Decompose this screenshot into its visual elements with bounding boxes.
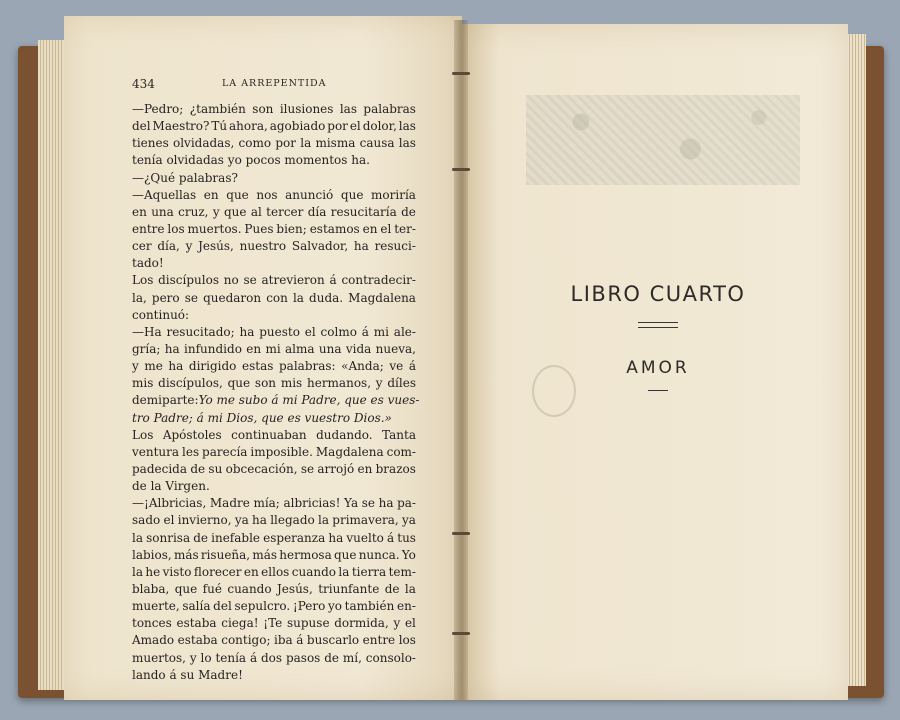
text-word: tro Padre; á mi Dios, que es vuestro Dios.» xyxy=(132,410,392,425)
text-word: infundido xyxy=(184,341,242,356)
text-word: la xyxy=(404,581,416,596)
text-word: Amado xyxy=(132,633,175,648)
text-word: Los xyxy=(132,273,154,288)
text-word: tenía xyxy=(215,650,247,665)
text-word: muertos. xyxy=(187,221,242,236)
text-word: contradecir- xyxy=(341,273,416,288)
text-word: tus xyxy=(397,530,416,545)
text-word: hermosa xyxy=(279,547,332,562)
text-line xyxy=(132,101,416,118)
text-word: sado xyxy=(132,513,161,528)
text-word: cer xyxy=(132,239,152,254)
text-word: se xyxy=(361,496,376,511)
text-word: en xyxy=(246,341,262,356)
binding-stitch xyxy=(452,632,470,635)
text-word: y xyxy=(189,650,197,665)
text-word: ¿también xyxy=(189,102,246,116)
text-word: el xyxy=(404,616,416,631)
text-word: gría; xyxy=(132,341,161,356)
text-word: lo xyxy=(200,650,212,665)
text-word: resucitaría xyxy=(330,204,397,219)
text-word: cruz, xyxy=(178,204,209,219)
text-word: cuando xyxy=(227,581,272,596)
text-word: —Aquellas xyxy=(132,187,197,202)
text-word: Pues xyxy=(244,221,274,236)
binding-stitch xyxy=(452,532,470,535)
text-word: pa- xyxy=(397,496,416,511)
text-word: hermanos, xyxy=(306,376,372,391)
text-word: la xyxy=(132,564,143,579)
text-word: tienes xyxy=(132,136,169,151)
text-word: inefable xyxy=(211,530,261,545)
text-word: puesto xyxy=(259,324,300,339)
text-word: nueva, xyxy=(375,341,416,356)
text-word: ha xyxy=(353,239,369,254)
text-line xyxy=(132,135,416,152)
text-word: Tanta xyxy=(382,427,416,442)
text-word: vuelto xyxy=(346,530,384,545)
text-word: se xyxy=(184,290,198,305)
text-word: los xyxy=(167,221,185,236)
text-word: de xyxy=(384,581,400,596)
text-word: ciega! xyxy=(221,616,259,631)
text-word: mis xyxy=(132,376,154,391)
text-word: á xyxy=(386,530,395,545)
text-word: que xyxy=(333,547,357,562)
text-word: y xyxy=(212,204,220,219)
text-line xyxy=(132,512,416,529)
body-text xyxy=(132,101,420,684)
text-word: ya xyxy=(401,513,416,528)
text-word: dos xyxy=(261,650,283,665)
text-line xyxy=(132,341,416,358)
text-word: que xyxy=(340,187,364,202)
text-word: dirigido xyxy=(188,359,237,374)
text-word: que xyxy=(227,376,251,391)
text-word: la, xyxy=(132,290,147,305)
text-word: bien; xyxy=(276,221,307,236)
text-word: no xyxy=(223,273,239,288)
text-word: buscarlo xyxy=(306,633,360,648)
text-word: lando á su Madre! xyxy=(132,667,243,682)
running-head xyxy=(132,77,422,93)
text-word: se xyxy=(243,273,257,288)
text-word: la xyxy=(300,136,312,151)
text-word: olvidadas, xyxy=(172,136,235,151)
text-line xyxy=(132,530,416,547)
text-word: parte: xyxy=(162,393,199,408)
text-line xyxy=(132,272,416,289)
text-word: tado! xyxy=(132,256,164,271)
text-word: ya xyxy=(234,513,249,528)
text-word: ¡Pero xyxy=(292,599,326,614)
text-word: Ya xyxy=(344,496,359,511)
text-line xyxy=(132,444,416,461)
text-word: ventura xyxy=(132,444,180,459)
text-word: blaba, xyxy=(132,581,170,596)
text-word: los xyxy=(398,633,416,648)
text-word: una xyxy=(151,204,174,219)
text-line xyxy=(132,650,416,667)
text-word: triunfante xyxy=(318,581,380,596)
text-word: que xyxy=(174,581,198,596)
text-word: Apóstoles xyxy=(162,427,222,442)
text-word: mi xyxy=(146,393,163,408)
running-head-title: LA ARREPENTIDA xyxy=(222,78,327,89)
text-word: nuestro xyxy=(239,239,287,254)
text-word: florecer xyxy=(193,564,242,579)
text-word: del xyxy=(213,599,232,614)
text-line xyxy=(132,564,416,581)
text-word: ha xyxy=(328,530,344,545)
text-word: nunca. xyxy=(358,547,400,562)
text-line xyxy=(132,170,416,187)
text-line xyxy=(132,375,416,392)
text-word: llegado xyxy=(270,513,315,528)
text-word: dolor, xyxy=(362,119,397,134)
text-word: más xyxy=(252,547,278,562)
text-word: ha xyxy=(164,341,180,356)
text-word: supuse xyxy=(286,616,330,631)
text-word: palabras: xyxy=(278,359,336,374)
text-word: se xyxy=(300,461,315,476)
text-word: Tú xyxy=(211,119,228,134)
show-through-initial xyxy=(532,365,576,417)
text-word: son xyxy=(254,376,277,391)
text-word: mía; xyxy=(253,496,280,511)
text-word: de xyxy=(190,461,206,476)
text-word: ha xyxy=(378,496,394,511)
text-word: palabras xyxy=(363,102,416,116)
text-word: iba xyxy=(274,633,293,648)
text-word: como xyxy=(238,136,272,151)
text-word: colmo xyxy=(320,324,357,339)
text-word: entre xyxy=(132,221,165,236)
text-word: ve xyxy=(389,359,404,374)
decorative-headpiece xyxy=(526,95,800,185)
binding-stitch xyxy=(452,72,470,75)
section-title: AMOR xyxy=(626,358,690,378)
text-word: á xyxy=(296,633,304,648)
text-line xyxy=(132,478,416,495)
text-line xyxy=(132,461,416,478)
text-line xyxy=(132,255,416,272)
text-word: y xyxy=(393,616,401,631)
text-word: ahora, xyxy=(229,119,268,134)
text-line xyxy=(132,632,416,649)
text-line xyxy=(132,547,416,564)
text-word: al xyxy=(250,204,262,219)
text-word: —¿Qué palabras? xyxy=(132,170,238,185)
text-line xyxy=(132,598,416,615)
text-word: Salvador, xyxy=(291,239,349,254)
text-word: risueña, xyxy=(200,547,251,562)
text-word: la xyxy=(292,290,304,305)
text-line xyxy=(132,290,416,307)
text-word: día, xyxy=(157,239,180,254)
text-line xyxy=(132,221,416,238)
text-word: com- xyxy=(386,444,416,459)
text-word: muerte, xyxy=(132,599,180,614)
text-word: estamos xyxy=(309,221,360,236)
text-word: de la Virgen. xyxy=(132,479,210,494)
text-word: resucitado; xyxy=(166,324,235,339)
text-line xyxy=(132,410,416,427)
text-word: —Ha xyxy=(132,324,162,339)
text-word: me xyxy=(144,359,163,374)
text-word: á xyxy=(329,273,337,288)
text-line xyxy=(132,204,416,221)
text-word: albricias! xyxy=(283,496,341,511)
text-line xyxy=(132,307,416,324)
text-word: «Anda; xyxy=(341,359,384,374)
text-line xyxy=(132,324,416,341)
text-word: invierno, xyxy=(177,513,232,528)
text-word: yo xyxy=(327,599,342,614)
text-word: Los xyxy=(132,427,154,442)
text-word: de xyxy=(132,393,147,408)
text-word: á xyxy=(408,359,416,374)
text-word: una xyxy=(318,341,342,356)
text-word: díles xyxy=(387,376,416,391)
text-word: el xyxy=(304,324,316,339)
text-word: de xyxy=(324,650,340,665)
text-word: y xyxy=(132,359,139,374)
text-word: consolo- xyxy=(365,650,416,665)
text-word: discípulos xyxy=(158,273,219,288)
text-word: y xyxy=(375,376,383,391)
text-word: la xyxy=(132,530,143,545)
text-word: ale- xyxy=(393,324,416,339)
text-word: alma xyxy=(285,341,315,356)
text-line xyxy=(132,615,416,632)
text-word: en xyxy=(132,204,147,219)
text-word: las xyxy=(398,119,416,134)
text-word: salía xyxy=(182,599,211,614)
text-word: tercer xyxy=(266,204,304,219)
text-word: que xyxy=(223,204,247,219)
text-word: mi xyxy=(265,341,281,356)
text-word: dudando. xyxy=(316,427,373,442)
text-word: de xyxy=(401,204,416,219)
text-word: labios, xyxy=(132,547,172,562)
text-word: el xyxy=(380,221,392,236)
text-word: —¡Albricias, xyxy=(132,496,207,511)
text-word: —Pedro; xyxy=(132,102,184,116)
text-word: por xyxy=(327,119,348,134)
text-word: en- xyxy=(397,599,416,614)
text-line xyxy=(132,238,416,255)
text-word: obcecación, xyxy=(225,461,298,476)
text-word: por xyxy=(275,136,296,151)
text-word: tonces xyxy=(132,616,172,631)
text-word: dormida, xyxy=(334,616,389,631)
text-word: fué xyxy=(202,581,222,596)
text-word: resuci- xyxy=(374,239,416,254)
text-word: ha xyxy=(239,324,255,339)
text-word: sepulcro. xyxy=(234,599,291,614)
text-word: visto xyxy=(162,564,192,579)
text-word: las xyxy=(339,102,357,116)
text-word: muertos, xyxy=(132,650,186,665)
binding-stitch xyxy=(452,168,470,171)
text-word: brazos xyxy=(375,461,416,476)
text-word: en xyxy=(243,564,259,579)
text-word: á xyxy=(361,324,369,339)
text-word: Yo xyxy=(401,547,416,562)
text-word: del xyxy=(132,119,151,134)
text-word: continuó: xyxy=(132,307,190,322)
text-word: también xyxy=(344,599,395,614)
text-word: mí, xyxy=(342,650,362,665)
text-word: Madre xyxy=(209,496,250,511)
text-word: Jesús, xyxy=(277,581,313,596)
text-word: la xyxy=(318,513,330,528)
text-word: duda. xyxy=(309,290,344,305)
text-word: ¡Te xyxy=(263,616,283,631)
text-line xyxy=(132,358,416,375)
text-word: continuaban xyxy=(231,427,307,442)
text-word: día xyxy=(307,204,327,219)
text-word: tenía olvidadas yo pocos momentos ha. xyxy=(132,153,370,168)
text-word: primavera, xyxy=(332,513,399,528)
text-word: agobiado xyxy=(269,119,326,134)
text-word: tem- xyxy=(388,564,416,579)
text-line xyxy=(132,187,416,204)
text-word: Magdalena xyxy=(348,290,416,305)
text-word: la xyxy=(338,564,350,579)
text-word: Maestro? xyxy=(152,119,210,134)
text-word: quedaron xyxy=(203,290,262,305)
book-gutter xyxy=(454,20,468,700)
text-word: más xyxy=(173,547,199,562)
text-word: cuando xyxy=(291,564,336,579)
text-word: estaba xyxy=(176,616,217,631)
text-word: arrojó xyxy=(317,461,355,476)
text-word: Magdalena xyxy=(315,444,384,459)
double-rule-divider xyxy=(638,322,678,328)
text-line xyxy=(132,667,416,684)
text-word: ter- xyxy=(394,221,416,236)
text-line xyxy=(132,118,416,135)
text-word: el xyxy=(163,513,175,528)
text-word: tierra xyxy=(351,564,387,579)
text-word: padecida xyxy=(132,461,188,476)
text-word: en xyxy=(203,187,219,202)
text-word: que xyxy=(226,187,249,202)
text-word: sonrisa xyxy=(146,530,191,545)
text-word: atrevieron xyxy=(261,273,325,288)
text-line xyxy=(132,392,420,409)
book-part-title: LIBRO CUARTO xyxy=(570,282,746,306)
text-word: entre xyxy=(362,633,396,648)
page-number: 434 xyxy=(132,77,155,91)
text-word: de xyxy=(193,530,209,545)
text-word: les xyxy=(182,444,200,459)
text-word: y xyxy=(185,239,193,254)
text-word: discípulos, xyxy=(158,376,223,391)
text-word: Yo me subo á mi Padre, que es vues- xyxy=(198,393,420,408)
text-word: anunció xyxy=(285,187,334,202)
text-word: estas xyxy=(242,359,274,374)
text-word: ilusiones xyxy=(279,102,334,116)
text-word: parecía xyxy=(202,444,248,459)
text-word: con xyxy=(266,290,288,305)
text-word: mis xyxy=(280,376,303,391)
text-word: moriría xyxy=(371,187,416,202)
text-word: ellos xyxy=(261,564,290,579)
text-word: estaba xyxy=(177,633,218,648)
text-word: Jesús, xyxy=(198,239,234,254)
text-word: su xyxy=(208,461,223,476)
text-word: ha xyxy=(252,513,267,528)
text-word: el xyxy=(349,119,361,134)
text-word: á xyxy=(249,650,258,665)
text-word: contigo; xyxy=(221,633,271,648)
text-word: he xyxy=(145,564,161,579)
text-line xyxy=(132,495,416,512)
text-word: mi xyxy=(373,324,389,339)
text-word: imposible. xyxy=(250,444,313,459)
text-word: pasos xyxy=(285,650,321,665)
text-word: en xyxy=(362,221,378,236)
text-word: las xyxy=(398,136,416,151)
text-word: causa xyxy=(359,136,395,151)
text-word: en xyxy=(357,461,373,476)
text-line xyxy=(132,152,416,169)
text-line xyxy=(132,427,416,444)
text-word: son xyxy=(252,102,274,116)
text-word: esperanza xyxy=(263,530,326,545)
text-word: pero xyxy=(151,290,180,305)
text-word: misma xyxy=(315,136,356,151)
single-rule-divider xyxy=(648,390,668,391)
text-word: ha xyxy=(168,359,184,374)
text-line xyxy=(132,581,416,598)
text-word: nos xyxy=(256,187,278,202)
text-word: vida xyxy=(345,341,372,356)
